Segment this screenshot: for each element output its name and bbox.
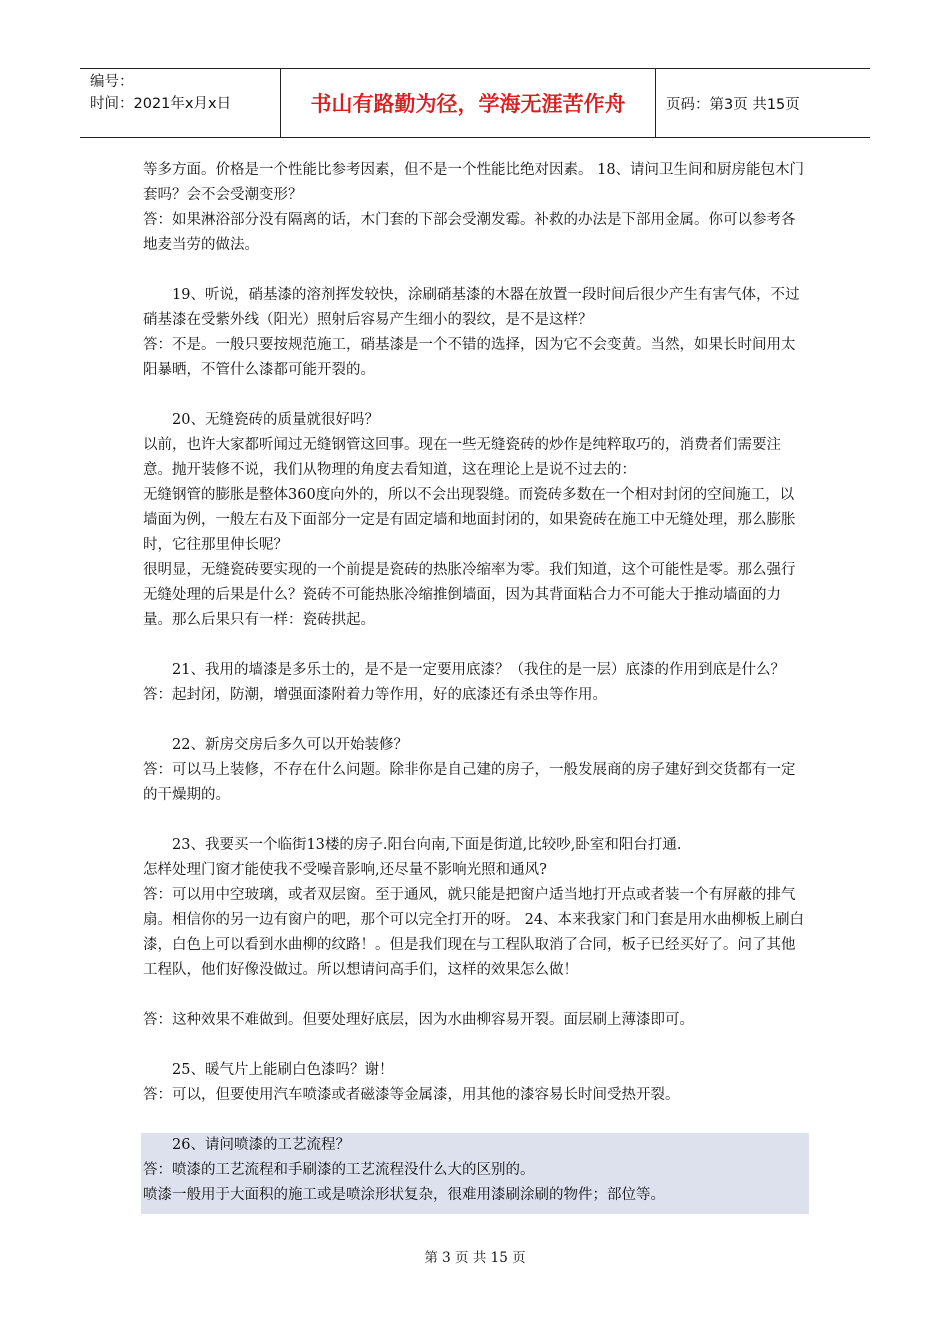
paragraph-spacer <box>143 633 807 658</box>
paragraph: 答：如果淋浴部分没有隔离的话，木门套的下部会受潮发霉。补救的办法是下部用金属。你可以参考各地麦当劳的做法。 <box>143 212 796 253</box>
paragraph: 21、我用的墙漆是多乐士的，是不是一定要用底漆？（我住的是一层）底漆的作用到底是什么？ <box>172 662 785 678</box>
header-meta <box>80 69 281 137</box>
paragraph: 答：不是。一般只要按规范施工，硝基漆是一个不错的选择，因为它不会变黄。当然，如果长时间用太阳暴晒，不管什么漆都可能开裂的。 <box>143 337 796 378</box>
number-label: 编号： <box>90 74 134 90</box>
paragraph-spacer <box>143 383 807 408</box>
header-motto: 书山有路勤为径，学海无涯苦作舟 <box>281 69 656 137</box>
paragraph: 答：可以马上装修，不存在什么问题。除非你是自己建的房子，一般发展商的房子建好到交货都有一定的干燥期的。 <box>143 762 796 803</box>
paragraph: 19、听说，硝基漆的溶剂挥发较快，涂刷硝基漆的木器在放置一段时间后很少产生有害气体，不过硝基漆在受紫外线（阳光）照射后容易产生细小的裂纹，是不是这样？ <box>143 287 800 328</box>
paragraph: 等多方面。价格是一个性能比参考因素，但不是一个性能比绝对因素。 18、请问卫生间和厨房能包木门套吗？会不会受潮变形？ <box>143 162 805 203</box>
paragraph: 以前，也许大家都听闻过无缝钢管这回事。现在一些无缝瓷砖的炒作是纯粹取巧的，消费者们需要注意。抛开装修不说，我们从物理的角度去看知道，这在理论上是说不过去的： <box>143 437 781 478</box>
paragraph: 答：可以，但要使用汽车喷漆或者磁漆等金属漆，用其他的漆容易长时间受热开裂。 <box>143 1087 680 1103</box>
paragraph-spacer <box>143 983 807 1008</box>
paragraph: 怎样处理门窗才能使我不受噪音影响,还尽量不影响光照和通风? <box>143 862 547 878</box>
paragraph-spacer <box>143 258 807 283</box>
paragraph: 很明显，无缝瓷砖要实现的一个前提是瓷砖的热胀冷缩率为零。我们知道，这个可能性是零。那么强行无缝处理的后果是什么？瓷砖不可能热胀冷缩推倒墙面，因为其背面粘合力不可能大于推动墙面的力量。那么后果只有一样：瓷砖拱起。 <box>143 562 796 628</box>
paragraph-spacer <box>143 808 807 833</box>
document-body <box>143 158 807 1214</box>
page-header <box>80 68 870 138</box>
highlighted-paragraph: 答：喷漆的工艺流程和手刷漆的工艺流程没什么大的区别的。 <box>143 1162 535 1178</box>
paragraph: 答：可以用中空玻璃，或者双层窗。至于通风，就只能是把窗户适当地打开点或者装一个有屏蔽的排气扇。相信你的另一边有窗户的吧，那个可以完全打开的呀。 24、本来我家门和门套是用水曲柳板上刷白漆，白色上可以看到水曲柳的纹路！。但是我们现在与工程队取消了合同，板子已经买好了。问了其他工程队，他们好像没做过。所以想请问高手们，这样的效果怎么做！ <box>143 887 805 978</box>
highlighted-section <box>141 1133 809 1214</box>
paragraph: 答：这种效果不难做到。但要处理好底层，因为水曲柳容易开裂。面层刷上薄漆即可。 <box>143 1012 694 1028</box>
paragraph: 20、无缝瓷砖的质量就很好吗？ <box>172 412 379 428</box>
date-label: 时间：2021年x月x日 <box>90 96 232 112</box>
paragraph: 无缝钢管的膨胀是整体360度向外的，所以不会出现裂缝。而瓷砖多数在一个相对封闭的空间施工，以墙面为例，一般左右及下面部分一定是有固定墙和地面封闭的，如果瓷砖在施工中无缝处理，那么膨胀时，它往那里伸长呢？ <box>143 487 796 553</box>
paragraph: 答：起封闭，防潮，增强面漆附着力等作用，好的底漆还有杀虫等作用。 <box>143 687 607 703</box>
paragraph-spacer <box>143 1033 807 1058</box>
page-number-label: 页码：第3页 共15页 <box>666 96 800 113</box>
page-footer: 第 3 页 共 15 页 <box>424 1250 526 1266</box>
paragraph: 25、暖气片上能刷白色漆吗？谢！ <box>172 1062 394 1078</box>
paragraph-spacer <box>143 1108 807 1133</box>
highlighted-paragraph: 26、请问喷漆的工艺流程？ <box>172 1137 350 1153</box>
highlighted-paragraph: 喷漆一般用于大面积的施工或是喷涂形状复杂，很难用漆刷涂刷的物件；部位等。 <box>143 1187 665 1203</box>
paragraph: 23、我要买一个临街13楼的房子.阳台向南,下面是街道,比较吵,卧室和阳台打通. <box>172 837 682 853</box>
paragraph: 22、新房交房后多久可以开始装修？ <box>172 737 408 753</box>
paragraph-spacer <box>143 708 807 733</box>
